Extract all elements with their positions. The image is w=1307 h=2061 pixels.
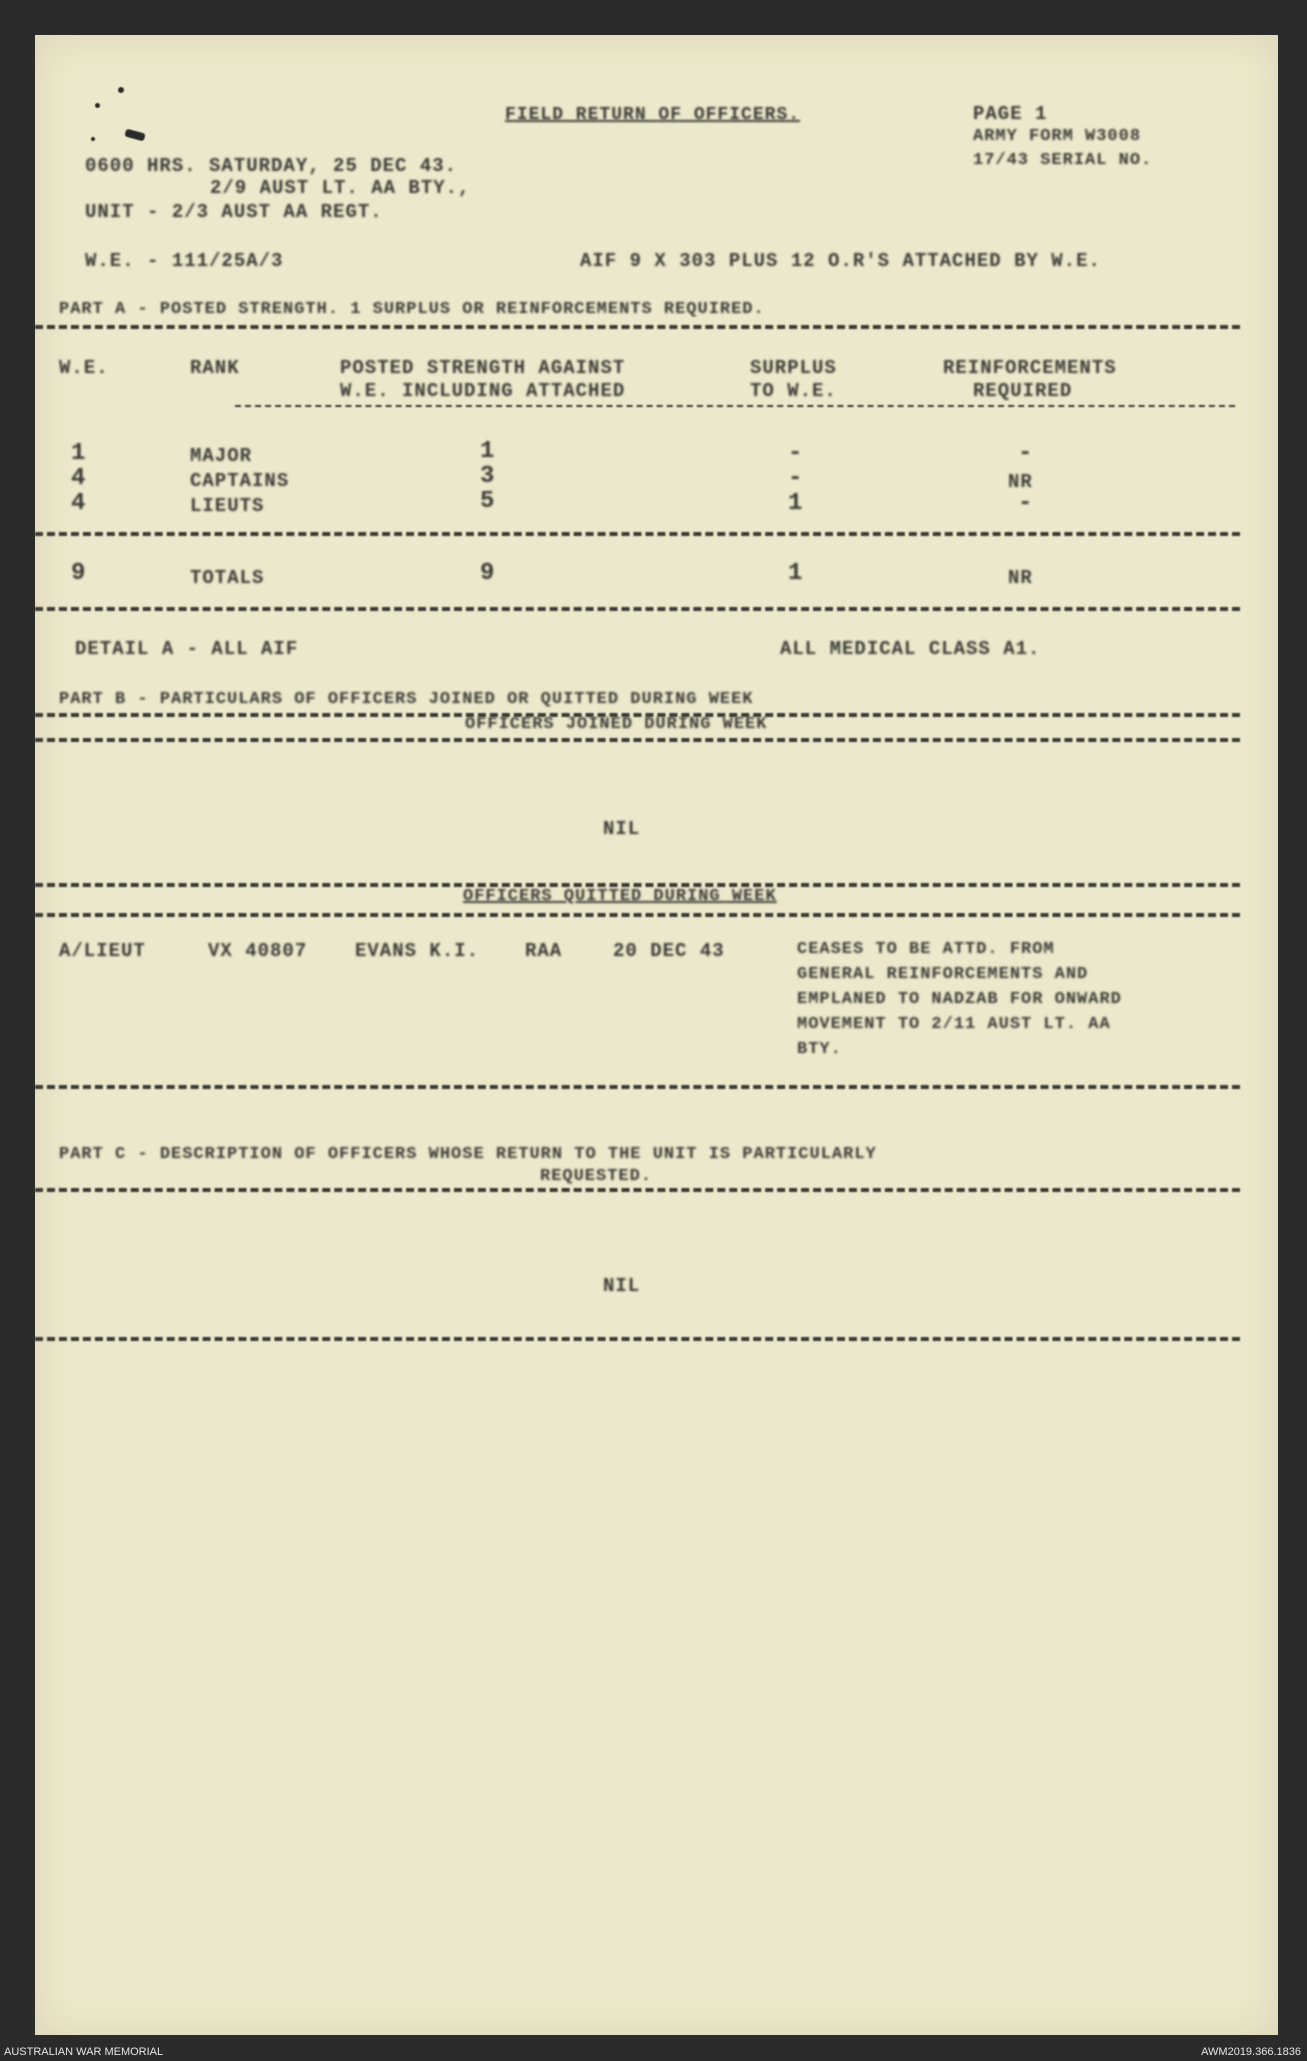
quitted-date: 20 DEC 43 (613, 940, 725, 962)
ink-blot (118, 87, 124, 93)
table-row-we: 4 (71, 490, 87, 517)
quitted-corps: RAA (525, 940, 563, 962)
part-c-heading-cont: REQUESTED. (540, 1167, 653, 1186)
column-header-posted-2: W.E. INCLUDING ATTACHED (340, 380, 626, 402)
totals-we: 9 (71, 560, 87, 587)
totals-reinforcements: NR (1008, 567, 1033, 589)
quitted-remarks-line: EMPLANED TO NADZAB FOR ONWARD (797, 990, 1122, 1009)
joined-heading: OFFICERS JOINED DURING WEEK (465, 715, 768, 734)
table-row-rank: MAJOR (190, 445, 253, 467)
table-row-surplus: - (788, 440, 804, 467)
column-header-reinforcements: REINFORCEMENTS (943, 357, 1117, 379)
divider (35, 607, 1240, 611)
ink-blot (95, 103, 100, 108)
aif-note: AIF 9 X 303 PLUS 12 O.R'S ATTACHED BY W.E. (580, 250, 1101, 272)
quitted-number: VX 40807 (208, 940, 308, 962)
totals-posted: 9 (480, 560, 496, 587)
quitted-rank: A/LIEUT (59, 940, 146, 962)
table-row-surplus: - (788, 465, 804, 492)
column-header-reinforcements-2: REQUIRED (973, 380, 1073, 402)
joined-nil: NIL (603, 818, 641, 840)
table-row-reinforcements: - (1018, 490, 1034, 517)
army-form-number: ARMY FORM W3008 (973, 127, 1142, 146)
table-row-reinforcements: NR (1008, 471, 1033, 493)
column-header-rank: RANK (190, 357, 240, 379)
detail-a: DETAIL A - ALL AIF (75, 638, 299, 660)
column-header-surplus: SURPLUS (750, 357, 837, 379)
footer-accession-number: AWM2019.366.1836 (1201, 2046, 1301, 2058)
part-c-heading: PART C - DESCRIPTION OF OFFICERS WHOSE RETURN TO THE UNIT IS PARTICULARLY (59, 1145, 877, 1164)
divider (35, 532, 1240, 536)
battery-name: 2/9 AUST LT. AA BTY., (210, 177, 471, 199)
divider (35, 1085, 1240, 1089)
part-c-nil: NIL (603, 1275, 641, 1297)
return-datetime: 0600 HRS. SATURDAY, 25 DEC 43. (85, 155, 458, 177)
document-title: FIELD RETURN OF OFFICERS. (505, 105, 801, 125)
column-header-posted: POSTED STRENGTH AGAINST (340, 357, 626, 379)
unit-name: UNIT - 2/3 AUST AA REGT. (85, 201, 383, 223)
table-row-we: 4 (71, 465, 87, 492)
divider (35, 1337, 1240, 1341)
divider (235, 405, 1235, 407)
quitted-heading: OFFICERS QUITTED DURING WEEK (463, 887, 777, 906)
column-header-surplus-2: TO W.E. (750, 380, 837, 402)
divider (35, 913, 1240, 917)
divider (35, 738, 1240, 742)
part-a-heading: PART A - POSTED STRENGTH. 1 SURPLUS OR REINFORCEMENTS REQUIRED. (59, 300, 765, 319)
ink-blot (124, 129, 145, 142)
page-number: PAGE 1 (973, 103, 1048, 125)
totals-label: TOTALS (190, 567, 265, 589)
column-header-we: W.E. (59, 357, 109, 379)
document-page (35, 35, 1278, 2035)
quitted-remarks-line: CEASES TO BE ATTD. FROM (797, 940, 1055, 959)
table-row-posted: 3 (480, 463, 496, 490)
totals-surplus: 1 (788, 560, 804, 587)
medical-class: ALL MEDICAL CLASS A1. (780, 638, 1041, 660)
serial-number: 17/43 SERIAL NO. (973, 151, 1153, 170)
quitted-remarks-line: MOVEMENT TO 2/11 AUST LT. AA (797, 1015, 1111, 1034)
table-row-rank: CAPTAINS (190, 470, 290, 492)
divider (35, 1188, 1240, 1192)
quitted-name: EVANS K.I. (355, 940, 480, 962)
divider (35, 325, 1240, 329)
table-row-rank: LIEUTS (190, 495, 265, 517)
table-row-surplus: 1 (788, 490, 804, 517)
table-row-we: 1 (71, 440, 87, 467)
table-row-reinforcements: - (1018, 440, 1034, 467)
war-establishment: W.E. - 111/25A/3 (85, 250, 284, 272)
quitted-remarks-line: GENERAL REINFORCEMENTS AND (797, 965, 1089, 984)
quitted-remarks-line: BTY. (797, 1040, 842, 1059)
part-b-heading: PART B - PARTICULARS OF OFFICERS JOINED OR QUITTED DURING WEEK (59, 690, 754, 709)
ink-blot (91, 137, 95, 141)
table-row-posted: 1 (480, 438, 496, 465)
footer-archive-name: AUSTRALIAN WAR MEMORIAL (4, 2046, 164, 2058)
table-row-posted: 5 (480, 488, 496, 515)
